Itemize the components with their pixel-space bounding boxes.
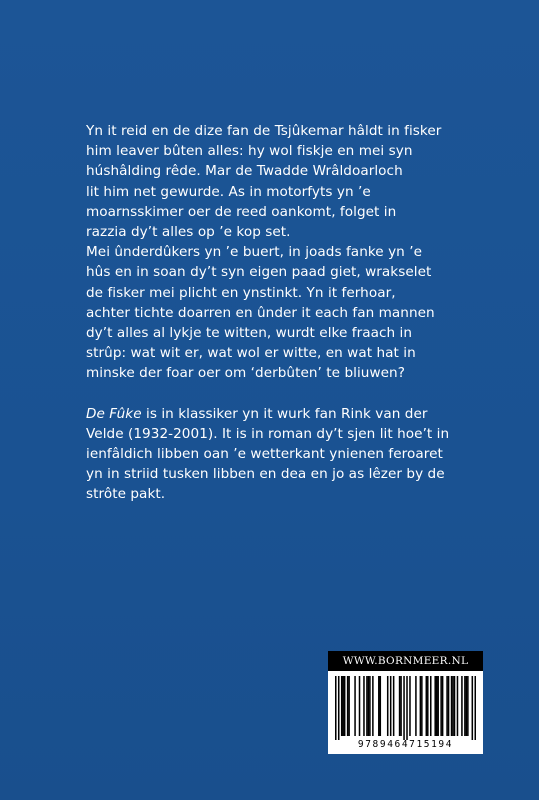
blurb-line: moarnsskimer oer de reed oankomt, folget in — [86, 203, 397, 220]
barcode-bar — [426, 676, 428, 736]
barcode-bar — [341, 676, 343, 736]
barcode-bar — [420, 676, 422, 736]
blurb-paragraph-2 — [86, 404, 486, 505]
blurb-line: minske der foar oer om ‘derbûten’ te bliuwen? — [86, 365, 405, 382]
blurb-line: Velde (1932-2001). It is in roman dy’t sjen lit hoe’t in — [86, 425, 450, 442]
isbn-barcode — [335, 676, 476, 740]
barcode-bar — [440, 676, 442, 736]
barcode-bar — [466, 676, 468, 736]
blurb-line: him leaver bûten alles: hy wol fiskje en mei syn — [86, 143, 413, 160]
barcode-bar — [448, 676, 450, 736]
barcode-bar — [403, 676, 405, 740]
blurb-line: húshâlding rêde. Mar de Twadde Wrâldoarloch — [86, 163, 403, 180]
publisher-url: WWW.BORNMEER.NL — [328, 651, 483, 671]
isbn-number: 9789464715194 — [357, 739, 454, 750]
barcode-bar — [442, 676, 444, 736]
barcode-bar — [344, 676, 346, 736]
barcode-bar — [446, 676, 448, 736]
blurb-line: Mei ûnderdûkers yn ’e buert, in joads fanke yn ’e — [86, 244, 422, 261]
barcode-bar — [415, 676, 417, 736]
barcode-bar — [467, 676, 469, 736]
barcode-bar — [427, 676, 429, 736]
barcode-bar — [454, 676, 456, 736]
blurb-line — [86, 404, 486, 424]
barcode-bar — [406, 676, 408, 740]
blurb-line: achter tichte doarren en ûnder it each fan mannen — [86, 304, 435, 321]
barcode-bar — [354, 676, 356, 736]
barcode-bar — [342, 676, 344, 736]
barcode-bar — [421, 676, 423, 736]
barcode-bar — [461, 676, 463, 736]
barcode-bar — [359, 676, 361, 736]
blurb-line: Yn it reid en de dize fan de Tsjûkemar hâldt in fisker — [86, 123, 442, 139]
barcode-bar — [368, 676, 370, 736]
barcode-bar — [451, 676, 453, 736]
barcode-bar — [452, 676, 454, 736]
barcode-bar — [348, 676, 350, 736]
barcode-bar — [393, 676, 395, 736]
barcode-bar — [378, 676, 380, 736]
barcode-bar — [363, 676, 365, 736]
paragraph-gap — [86, 384, 486, 404]
blurb-line: strûp: wat wit er, wat wol er witte, en wat hat in — [86, 345, 416, 362]
barcode-bar — [338, 676, 340, 740]
barcode-bar — [380, 676, 382, 736]
blurb-line: de fisker mei plicht en ynstinkt. Yn it ferhoar, — [86, 284, 396, 301]
barcode-bar — [472, 676, 474, 740]
barcode-bar — [390, 676, 392, 736]
blurb-line: ienfâldich libben oan ’e wetterkant ynienen feroaret — [86, 446, 443, 463]
blurb-line: lit him net gewurde. As in motorfyts yn ’e — [86, 183, 371, 200]
barcode-panel — [328, 651, 483, 754]
barcode-bar — [437, 676, 439, 736]
blurb-line: hûs en in soan dy’t syn eigen paad giet, wrakselet — [86, 264, 432, 281]
blurb-text — [86, 121, 486, 505]
barcode-bar — [436, 676, 438, 736]
blurb-line: razzia dy’t alles op ’e kop set. — [86, 224, 291, 241]
barcode-bar — [372, 676, 374, 736]
barcode-bar — [434, 676, 436, 736]
barcode-bar — [475, 676, 476, 740]
blurb-paragraph-1 — [86, 121, 486, 384]
blurb-line-rest: is in klassiker yn it wurk fan Rink van der — [141, 405, 428, 422]
barcode-bar — [387, 676, 389, 736]
book-title: De Fûke — [86, 405, 142, 422]
barcode-bar — [335, 676, 337, 740]
blurb-line: strôte pakt. — [86, 486, 166, 503]
blurb-line: yn in striid tusken libben en dea en jo as lêzer by de — [86, 466, 445, 483]
barcode-bar — [409, 676, 411, 736]
barcode-bar — [464, 676, 466, 736]
barcode-bar — [430, 676, 432, 736]
barcode-bar — [369, 676, 371, 736]
barcode-bar — [457, 676, 459, 736]
barcode-bar — [400, 676, 402, 736]
barcode-bar — [399, 676, 401, 736]
barcode-bar — [366, 676, 368, 736]
barcode-bar — [347, 676, 349, 736]
blurb-line: dy’t alles al lykje te witten, wurdt elke fraach in — [86, 325, 413, 342]
